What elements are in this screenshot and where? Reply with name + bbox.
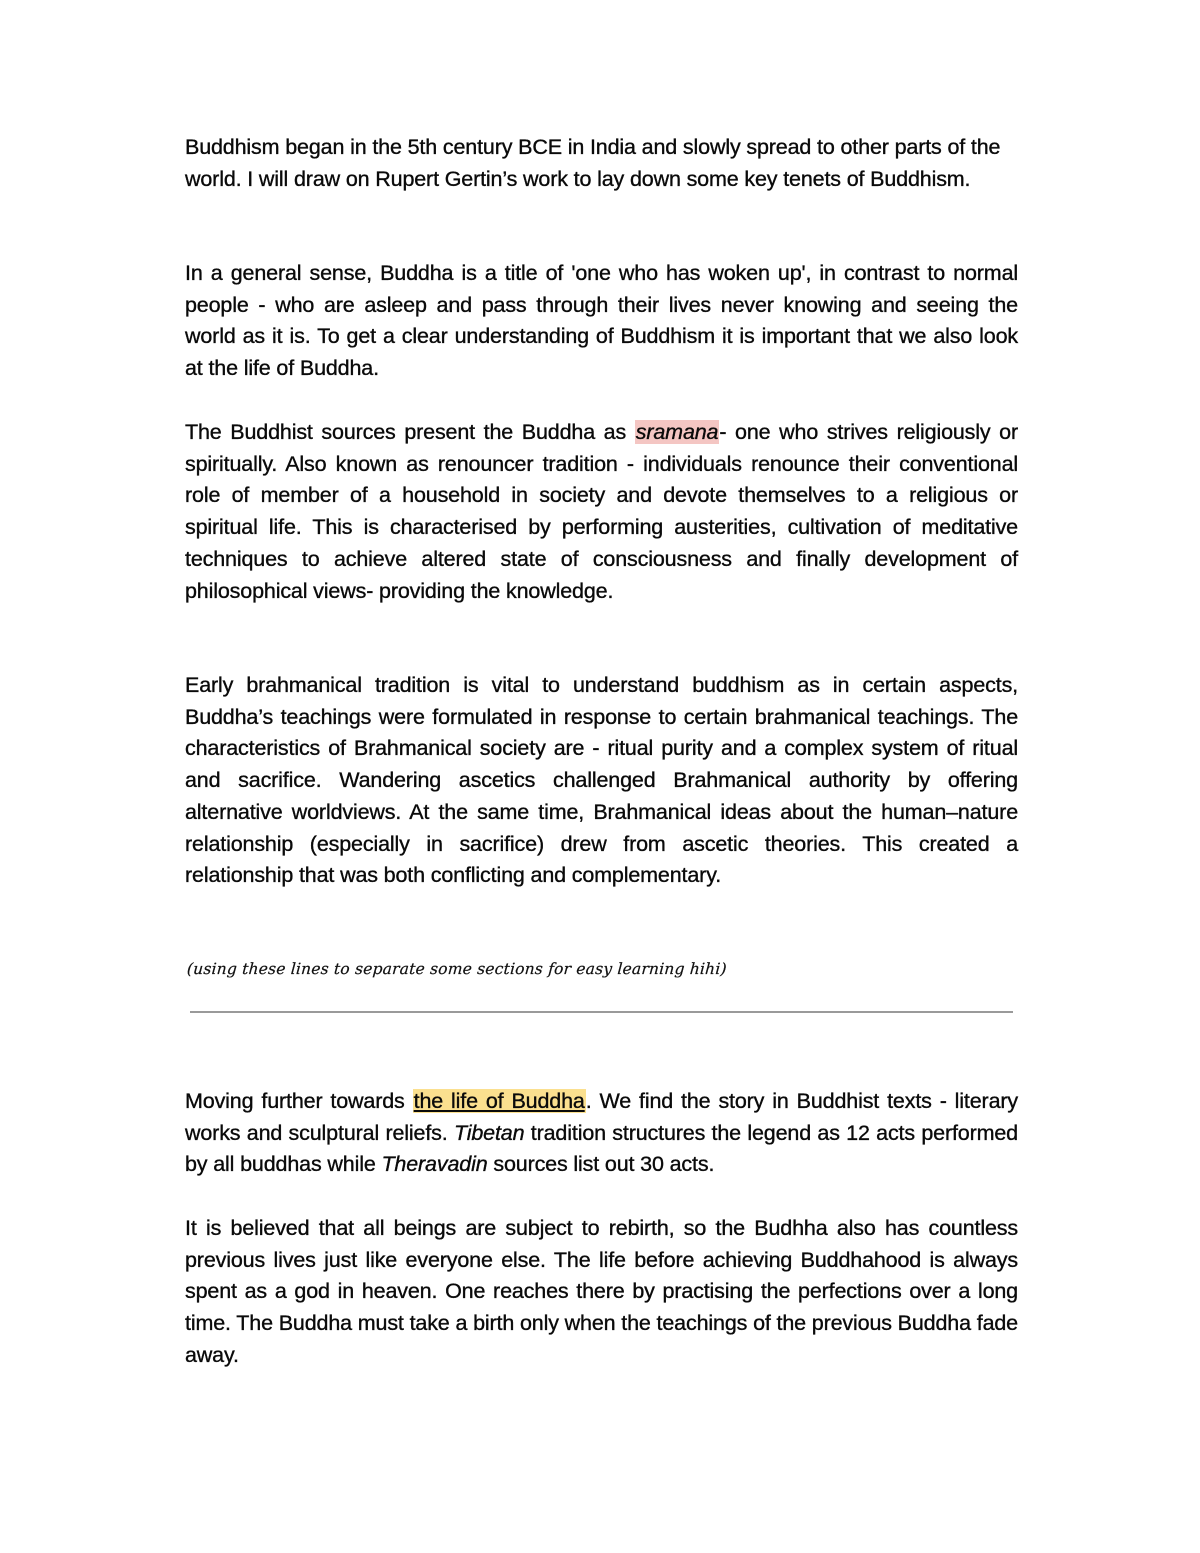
paragraph-buddha-title: In a general sense, Buddha is a title of 'one who has woken up', in contrast to normal people - who are asleep and pass through their lives never knowing and seeing the world as it is. To get a clear understanding of Buddhism it is important that we also look at the life of Buddha. (185, 261, 1018, 381)
tibetan-term: Tibetan (453, 1120, 525, 1145)
paragraph-life-mid1: . We find the story in Buddhist texts - literary works and sculptural reliefs. (185, 1089, 1018, 1145)
paragraph-life-of-buddha (185, 1086, 1018, 1181)
paragraph-intro: Buddhism began in the 5th century BCE in India and slowly spread to other parts of the world. I will draw on Rupert Gertin’s work to lay down some key tenets of Buddhism. (185, 135, 1001, 191)
paragraph-life-before: Moving further towards (185, 1089, 413, 1113)
theravadin-term: Theravadin (381, 1152, 488, 1177)
paragraph-sramana-before: The Buddhist sources present the Buddha as (185, 420, 635, 444)
paragraph-sramana-after: - one who strives religiously or spiritually. Also known as renouncer tradition - individuals renounce their conventional role of member of a household in society and devote themselves to a religious or spiritual life. This is characterised by performing austerities, cultivation of meditative techniques to achieve altered state of consciousness and finally development of philosophical views- providing the knowledge. (185, 420, 1019, 603)
handwritten-note: (using these lines to separate some sections for easy learning hihi) (186, 960, 728, 978)
paragraph-sramana (185, 417, 1018, 607)
paragraph-life-mid2: tradition structures the legend as 12 acts performed by all buddhas while (185, 1120, 1018, 1177)
paragraph-brahmanical: Early brahmanical tradition is vital to understand buddhism as in certain aspects, Buddha’s teachings were formulated in response to certain brahmanical teachings. The characteristics of Brahmanical society are - ritual purity and a complex system of ritual and sacrifice. Wandering ascetics challenged Brahmanical authority by offering alternative worldviews. At the same time, Brahmanical ideas about the human–nature relationship (especially in sacrifice) drew from ascetic theories. This created a relationship that was both conflicting and complementary. (185, 673, 1018, 888)
sramana-highlighted-term: sramana (635, 420, 719, 444)
paragraph-life-after: sources list out 30 acts. (487, 1152, 715, 1177)
life-of-buddha-link[interactable]: the life of Buddha (413, 1089, 585, 1113)
section-divider (190, 1011, 1013, 1013)
paragraph-rebirth: It is believed that all beings are subject to rebirth, so the Budhha also has countless previous lives just like everyone else. The life before achieving Buddhahood is always spent as a god in heaven. One reaches there by practising the perfections over a long time. The Buddha must take a birth only when the teachings of the previous Buddha fade away. (185, 1216, 1018, 1367)
